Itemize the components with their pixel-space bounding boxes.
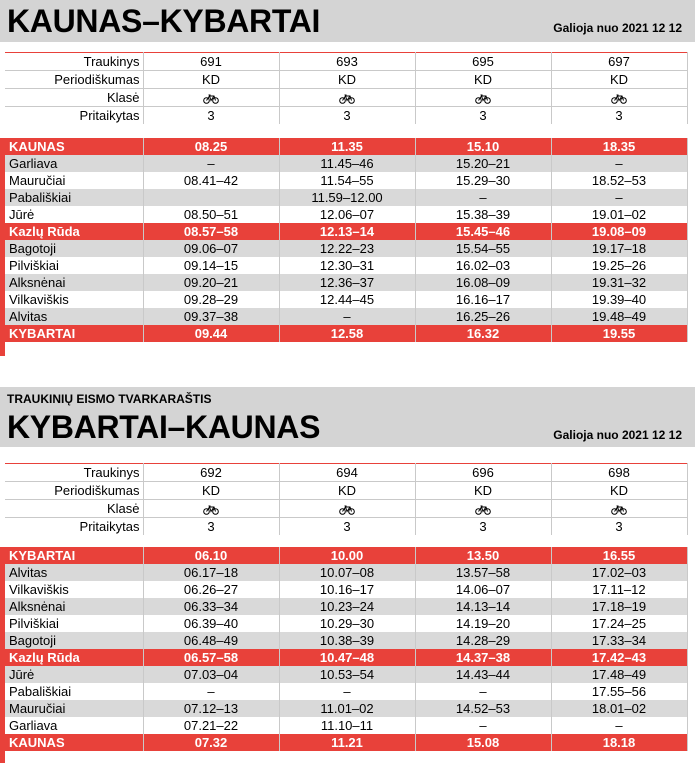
info-value: 691 [143, 53, 279, 71]
departure-time: 19.25–26 [551, 257, 687, 274]
departure-time: 10.07–08 [279, 564, 415, 581]
departure-time: 18.18 [551, 734, 687, 751]
station-name: Jūrė [5, 666, 143, 683]
station-name: Alvitas [5, 308, 143, 325]
departure-time: 06.48–49 [143, 632, 279, 649]
station-name: Vilkaviškis [5, 581, 143, 598]
station-name: Garliava [5, 717, 143, 734]
departure-time: 07.12–13 [143, 700, 279, 717]
departure-time: – [415, 683, 551, 700]
station-name: Pilviškiai [5, 257, 143, 274]
station-row [5, 666, 687, 683]
info-value: 692 [143, 464, 279, 482]
info-value: 3 [143, 518, 279, 536]
station-name: KAUNAS [5, 734, 143, 751]
info-label: Pritaikytas [5, 518, 143, 536]
station-name: Mauručiai [5, 700, 143, 717]
departure-time: 15.29–30 [415, 172, 551, 189]
departure-time: 12.36–37 [279, 274, 415, 291]
station-row [5, 240, 687, 257]
station-row [5, 155, 687, 172]
departure-time: 06.26–27 [143, 581, 279, 598]
station-name: Pilviškiai [5, 615, 143, 632]
major-station-row [5, 325, 687, 342]
valid-from-2: Galioja nuo 2021 12 12 [553, 428, 682, 442]
departure-time: 14.37–38 [415, 649, 551, 666]
departure-time: 11.10–11 [279, 717, 415, 734]
route-title-2: KYBARTAI–KAUNAS [7, 409, 321, 445]
departure-time: 19.39–40 [551, 291, 687, 308]
departure-time: 15.45–46 [415, 223, 551, 240]
departure-time: – [143, 155, 279, 172]
departure-time: 15.20–21 [415, 155, 551, 172]
info-value: 3 [415, 107, 551, 125]
departure-time: – [279, 308, 415, 325]
info-value: KD [279, 482, 415, 500]
departure-time: 19.08–09 [551, 223, 687, 240]
station-name: Vilkaviškis [5, 291, 143, 308]
departure-time: 16.32 [415, 325, 551, 342]
station-name: Alvitas [5, 564, 143, 581]
info-value: 3 [143, 107, 279, 125]
info-label: Periodiškumas [5, 71, 143, 89]
station-name: Alksnėnai [5, 598, 143, 615]
departure-time: 06.10 [143, 547, 279, 564]
station-name: KYBARTAI [5, 325, 143, 342]
info-value: 3 [551, 518, 687, 536]
departure-time: 07.03–04 [143, 666, 279, 683]
departure-time: 16.25–26 [415, 308, 551, 325]
departure-time: 16.16–17 [415, 291, 551, 308]
departure-time: 17.48–49 [551, 666, 687, 683]
departure-time: 11.35 [279, 138, 415, 155]
info-value: 695 [415, 53, 551, 71]
departure-time: 18.01–02 [551, 700, 687, 717]
info-row [5, 107, 687, 125]
departure-time: 17.11–12 [551, 581, 687, 598]
departure-time: 16.55 [551, 547, 687, 564]
departure-time: 15.38–39 [415, 206, 551, 223]
station-name: Pabališkiai [5, 683, 143, 700]
departure-time: 11.21 [279, 734, 415, 751]
info-value: KD [415, 71, 551, 89]
departure-time: – [551, 155, 687, 172]
timetable-1 [5, 138, 688, 342]
info-value: 3 [279, 518, 415, 536]
departure-time: 11.01–02 [279, 700, 415, 717]
departure-time: 13.57–58 [415, 564, 551, 581]
departure-time: 19.48–49 [551, 308, 687, 325]
bicycle-icon [415, 500, 551, 518]
departure-time: 08.25 [143, 138, 279, 155]
departure-time: 14.43–44 [415, 666, 551, 683]
departure-time: – [143, 683, 279, 700]
departure-time: 09.06–07 [143, 240, 279, 257]
info-label: Periodiškumas [5, 482, 143, 500]
station-row [5, 717, 687, 734]
timetable-2 [5, 547, 688, 751]
station-row [5, 632, 687, 649]
bicycle-icon [551, 500, 687, 518]
departure-time: 07.21–22 [143, 717, 279, 734]
departure-time: 10.00 [279, 547, 415, 564]
info-row [5, 53, 687, 71]
station-name: Mauručiai [5, 172, 143, 189]
departure-time: 14.19–20 [415, 615, 551, 632]
station-name: Garliava [5, 155, 143, 172]
info-label: Klasė [5, 500, 143, 518]
departure-time: 14.52–53 [415, 700, 551, 717]
info-value: 696 [415, 464, 551, 482]
departure-time: 15.54–55 [415, 240, 551, 257]
departure-time [143, 189, 279, 206]
departure-time: 09.28–29 [143, 291, 279, 308]
departure-time: 09.20–21 [143, 274, 279, 291]
station-row [5, 615, 687, 632]
station-row [5, 172, 687, 189]
departure-time: – [415, 717, 551, 734]
info-value: KD [415, 482, 551, 500]
departure-time: 17.24–25 [551, 615, 687, 632]
station-name: Bagotoji [5, 632, 143, 649]
departure-time: 10.53–54 [279, 666, 415, 683]
station-name: Alksnėnai [5, 274, 143, 291]
departure-time: 06.39–40 [143, 615, 279, 632]
departure-time: 09.44 [143, 325, 279, 342]
departure-time: 12.58 [279, 325, 415, 342]
departure-time: 12.30–31 [279, 257, 415, 274]
departure-time: 10.16–17 [279, 581, 415, 598]
departure-time: 10.47–48 [279, 649, 415, 666]
station-name: KYBARTAI [5, 547, 143, 564]
station-row [5, 274, 687, 291]
major-station-row [5, 223, 687, 240]
train-info-table-2 [5, 463, 688, 535]
departure-time: 06.57–58 [143, 649, 279, 666]
departure-time: 09.37–38 [143, 308, 279, 325]
route-title-1: KAUNAS–KYBARTAI [7, 3, 321, 39]
departure-time: – [551, 189, 687, 206]
info-value: 3 [415, 518, 551, 536]
info-value: 693 [279, 53, 415, 71]
departure-time: 18.52–53 [551, 172, 687, 189]
station-row [5, 206, 687, 223]
info-row [5, 89, 687, 107]
info-value: 698 [551, 464, 687, 482]
info-value: 697 [551, 53, 687, 71]
station-row [5, 564, 687, 581]
station-row [5, 308, 687, 325]
departure-time: 10.38–39 [279, 632, 415, 649]
departure-time: 17.55–56 [551, 683, 687, 700]
departure-time: 13.50 [415, 547, 551, 564]
major-station-row [5, 547, 687, 564]
departure-time: 17.42–43 [551, 649, 687, 666]
valid-from-1: Galioja nuo 2021 12 12 [553, 21, 682, 35]
departure-time: – [415, 189, 551, 206]
station-name: Kazlų Rūda [5, 649, 143, 666]
info-value: KD [143, 71, 279, 89]
departure-time: 08.57–58 [143, 223, 279, 240]
schedule-supertitle: TRAUKINIŲ EISMO TVARKARAŠTIS [7, 392, 212, 406]
departure-time: – [279, 683, 415, 700]
departure-time: 12.22–23 [279, 240, 415, 257]
departure-time: 19.01–02 [551, 206, 687, 223]
departure-time: 12.44–45 [279, 291, 415, 308]
station-name: Bagotoji [5, 240, 143, 257]
departure-time: 10.23–24 [279, 598, 415, 615]
bicycle-icon [279, 89, 415, 107]
info-value: 3 [279, 107, 415, 125]
station-row [5, 598, 687, 615]
departure-time: 11.59–12.00 [279, 189, 415, 206]
bicycle-icon [279, 500, 415, 518]
info-value: KD [551, 482, 687, 500]
departure-time: 14.28–29 [415, 632, 551, 649]
info-row [5, 518, 687, 536]
departure-time: 17.18–19 [551, 598, 687, 615]
departure-time: 19.17–18 [551, 240, 687, 257]
station-name: KAUNAS [5, 138, 143, 155]
station-row [5, 189, 687, 206]
departure-time: 07.32 [143, 734, 279, 751]
departure-time: 08.50–51 [143, 206, 279, 223]
departure-time: 17.02–03 [551, 564, 687, 581]
departure-time: 11.54–55 [279, 172, 415, 189]
info-row [5, 482, 687, 500]
info-label: Klasė [5, 89, 143, 107]
departure-time: 06.17–18 [143, 564, 279, 581]
info-row [5, 500, 687, 518]
bicycle-icon [551, 89, 687, 107]
station-row [5, 257, 687, 274]
info-value: KD [551, 71, 687, 89]
departure-time: 08.41–42 [143, 172, 279, 189]
info-value: KD [143, 482, 279, 500]
bicycle-icon [143, 500, 279, 518]
bicycle-icon [143, 89, 279, 107]
departure-time: 15.08 [415, 734, 551, 751]
departure-time: 16.02–03 [415, 257, 551, 274]
departure-time: 12.06–07 [279, 206, 415, 223]
departure-time: 16.08–09 [415, 274, 551, 291]
departure-time: 14.13–14 [415, 598, 551, 615]
departure-time: 11.45–46 [279, 155, 415, 172]
departure-time: 19.31–32 [551, 274, 687, 291]
info-label: Traukinys [5, 464, 143, 482]
station-row [5, 291, 687, 308]
station-name: Kazlų Rūda [5, 223, 143, 240]
departure-time: 19.55 [551, 325, 687, 342]
info-row [5, 71, 687, 89]
info-value: 3 [551, 107, 687, 125]
station-row [5, 683, 687, 700]
info-value: KD [279, 71, 415, 89]
departure-time: – [551, 717, 687, 734]
bicycle-icon [415, 89, 551, 107]
departure-time: 06.33–34 [143, 598, 279, 615]
departure-time: 12.13–14 [279, 223, 415, 240]
station-name: Jūrė [5, 206, 143, 223]
departure-time: 15.10 [415, 138, 551, 155]
info-label: Pritaikytas [5, 107, 143, 125]
major-station-row [5, 649, 687, 666]
departure-time: 14.06–07 [415, 581, 551, 598]
info-label: Traukinys [5, 53, 143, 71]
station-row [5, 700, 687, 717]
info-value: 694 [279, 464, 415, 482]
station-row [5, 581, 687, 598]
major-station-row [5, 138, 687, 155]
departure-time: 09.14–15 [143, 257, 279, 274]
station-name: Pabališkiai [5, 189, 143, 206]
departure-time: 10.29–30 [279, 615, 415, 632]
info-row [5, 464, 687, 482]
departure-time: 17.33–34 [551, 632, 687, 649]
departure-time: 18.35 [551, 138, 687, 155]
train-info-table-1 [5, 52, 688, 124]
major-station-row [5, 734, 687, 751]
